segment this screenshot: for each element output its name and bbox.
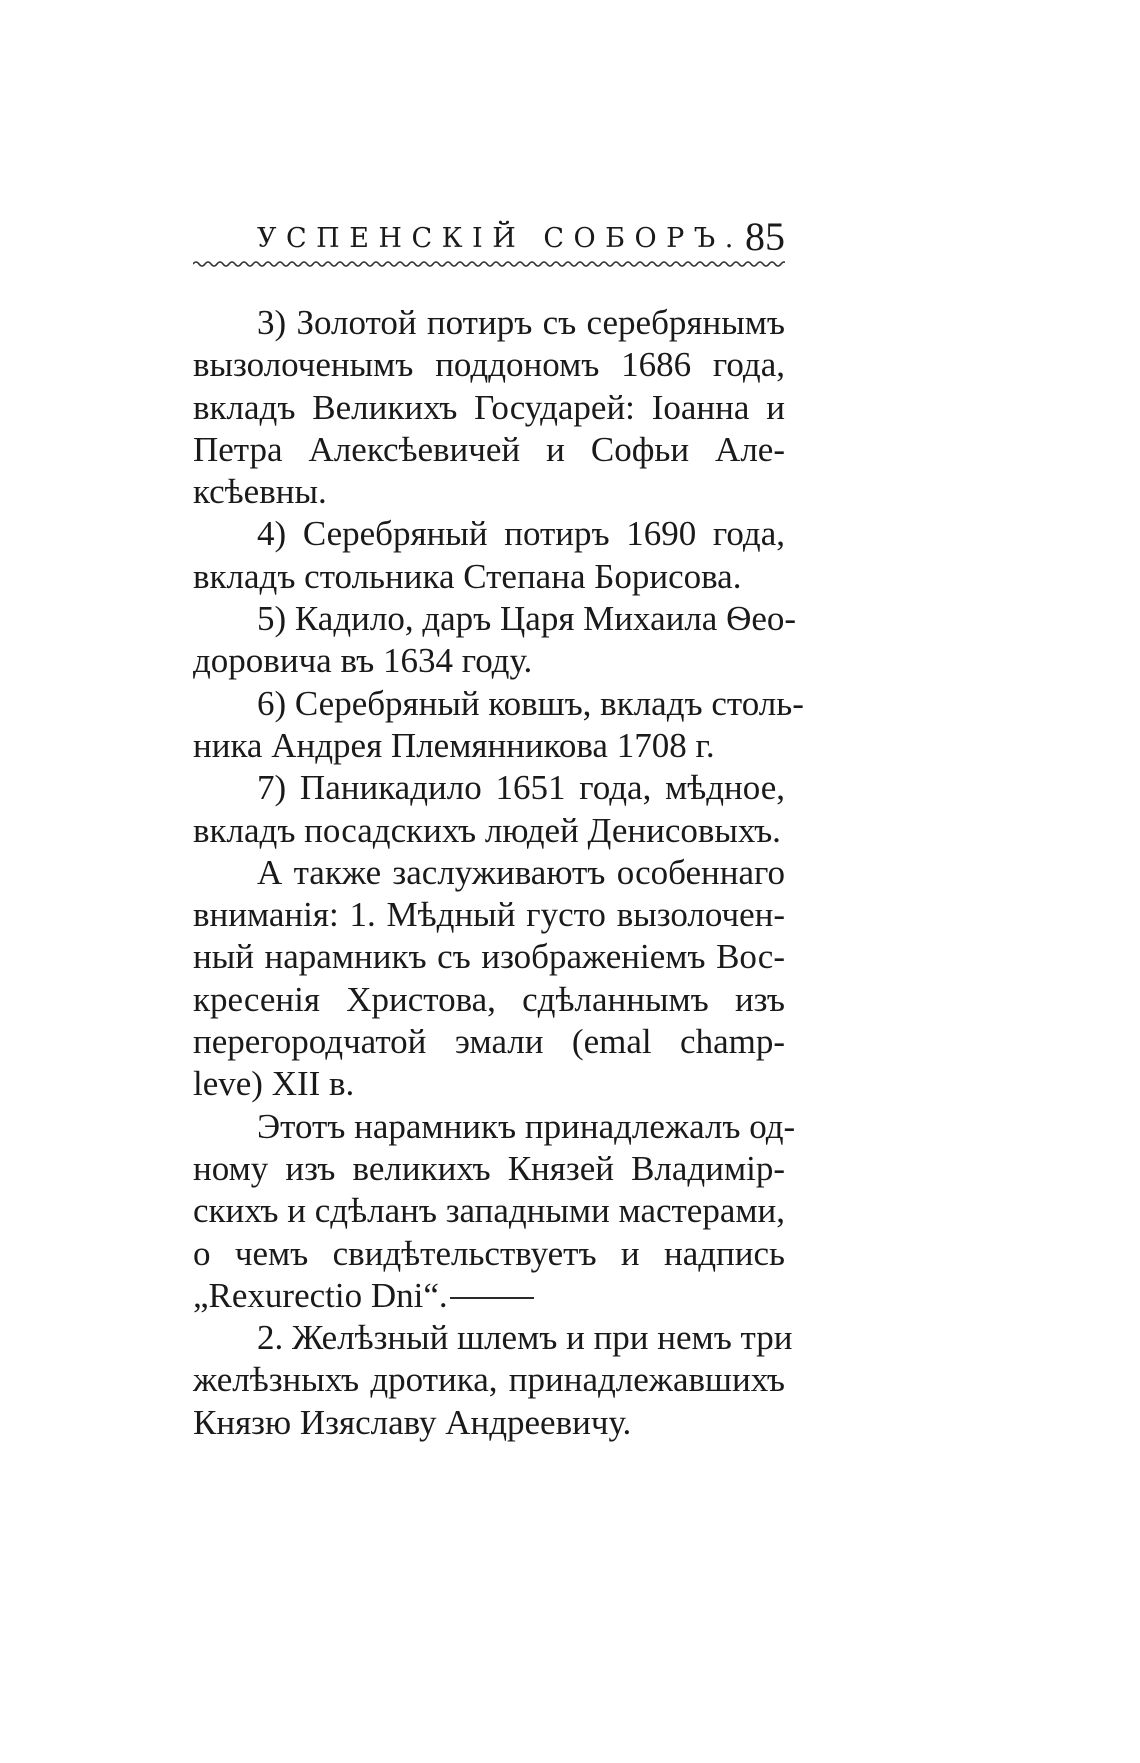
- paragraph-item-2-helmet: [193, 1317, 793, 1444]
- text-line: leve) XII в.: [193, 1064, 355, 1104]
- text-line: вызолоченымъ поддономъ 1686 года,: [193, 345, 785, 385]
- text-line: Князю Изяславу Андреевичу.: [193, 1402, 632, 1442]
- text-line: 4) Серебряный потиръ 1690 года,: [257, 514, 785, 554]
- text-line: 2. Желѣзный шлемъ и при немъ три: [257, 1318, 793, 1358]
- text-line: вкладъ Великихъ Государей: Іоанна и: [193, 387, 785, 427]
- paragraph-item-7: [193, 767, 785, 852]
- text-line: ному изъ великихъ Князей Владимір-: [193, 1148, 785, 1188]
- paragraph-also-notable: [193, 852, 785, 1106]
- text-line: 3) Золотой потиръ съ серебрянымъ: [257, 303, 785, 342]
- paragraph-item-3: [193, 302, 785, 513]
- page-number: 85: [745, 214, 785, 259]
- text-line: 7) Паникадило 1651 года, мѣдное,: [257, 768, 785, 808]
- paragraph-item-6: [193, 683, 804, 768]
- text-line: Этотъ нарамникъ принадлежалъ од-: [257, 1106, 796, 1146]
- wavy-header-rule: [193, 258, 785, 270]
- text-line: Петра Алексѣевичей и Софьи Але-: [193, 429, 785, 469]
- text-line: А также заслуживаютъ особеннаго: [257, 852, 785, 892]
- text-line: ника Андрея Племянникова 1708 г.: [193, 725, 715, 765]
- text-line: скихъ и сдѣланъ западными мастерами,: [193, 1191, 786, 1231]
- text-line: о чемъ свидѣтельствуетъ и надпись: [193, 1233, 785, 1273]
- text-line: вкладъ стольника Степана Борисова.: [193, 556, 742, 596]
- paragraph-item-4: [193, 513, 785, 598]
- text-line: „Rexurectio Dni“.: [193, 1275, 448, 1315]
- text-line: вкладъ посадскихъ людей Денисовыхъ.: [193, 810, 781, 850]
- text-line: кресенія Христова, сдѣланнымъ изъ: [193, 979, 785, 1019]
- text-line: 6) Серебряный ковшъ, вкладъ столь-: [257, 683, 804, 723]
- text-line: желѣзныхъ дротика, принадлежавшихъ: [193, 1360, 785, 1400]
- paragraph-item-5: [193, 598, 797, 683]
- paragraph-naramnik: [193, 1106, 796, 1317]
- text-line: 5) Кадило, даръ Царя Михаила Ѳео-: [257, 599, 797, 639]
- end-rule: [450, 1297, 534, 1299]
- running-title: УСПЕНСКІЙ СОБОРЪ.: [257, 223, 743, 254]
- text-line: перегородчатой эмали (emal champ-: [193, 1022, 785, 1062]
- text-line: доровича въ 1634 году.: [193, 641, 533, 681]
- text-line: вниманія: 1. Мѣдный густо вызолочен-: [193, 895, 785, 935]
- text-line: ксѣевны.: [193, 472, 327, 512]
- body-text: [193, 302, 804, 1444]
- text-line: ный нарамникъ съ изображеніемъ Вос-: [193, 937, 785, 977]
